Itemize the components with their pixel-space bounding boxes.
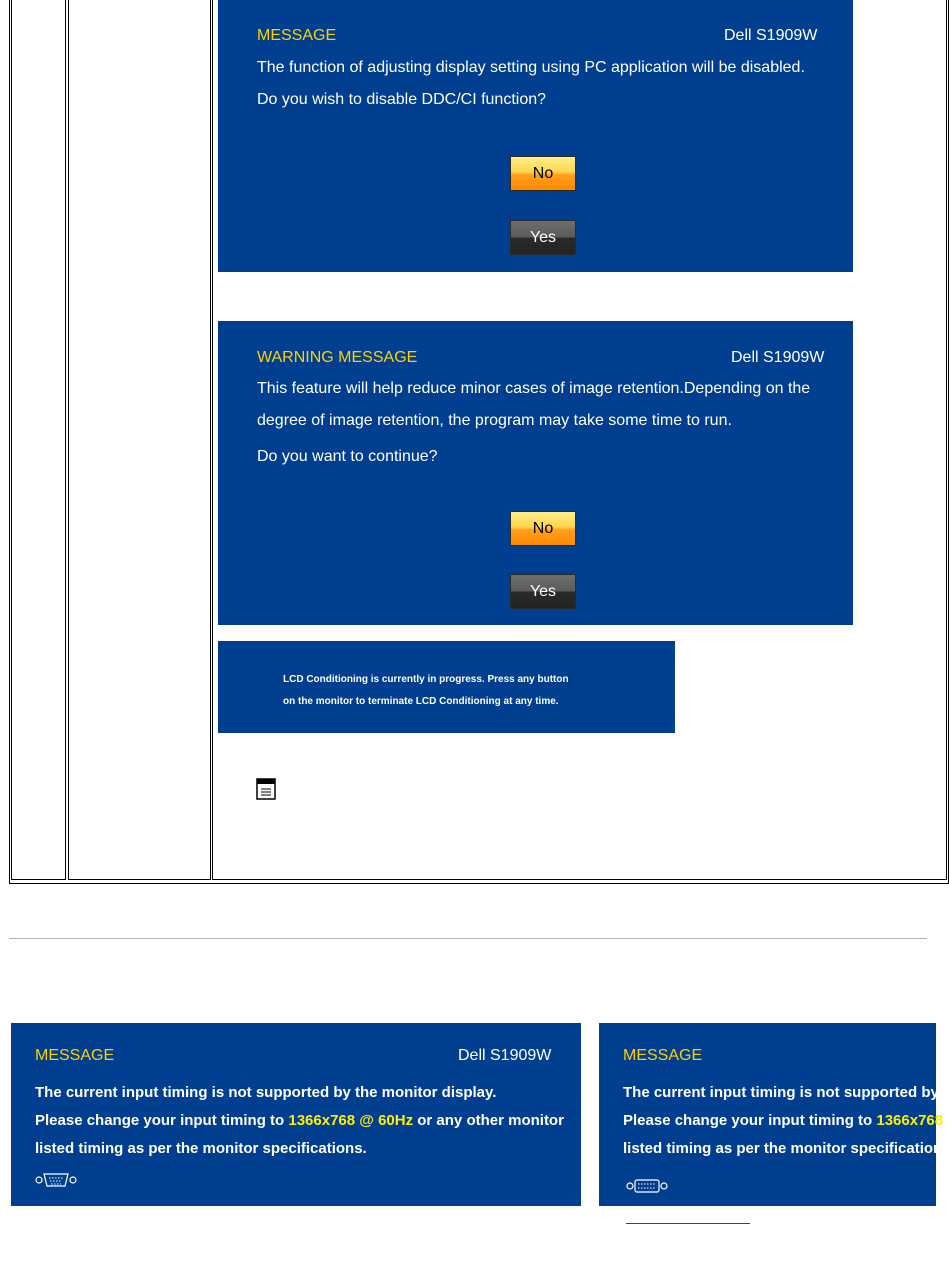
timing-text-line2: Please change your input timing to 1366x768 @ 60Hz or any other monitor: [35, 1112, 564, 1129]
timing-text-line3: listed timing as per the monitor specification: [623, 1140, 943, 1157]
vga-connector-icon: [35, 1172, 77, 1188]
note-icon: [256, 778, 276, 800]
model-label: Dell S1909W: [731, 349, 825, 366]
dialog-text-line2: Do you wish to disable DDC/CI function?: [257, 91, 547, 108]
horizontal-divider: [9, 938, 927, 939]
ddc-dialog: [218, 0, 853, 272]
model-label: Dell S1909W: [458, 1047, 552, 1064]
lcd-conditioning-panel: [218, 641, 675, 733]
timing-highlight: 1366x768: [876, 1112, 944, 1129]
dialog-title: MESSAGE: [257, 27, 337, 44]
conditioning-text-line1: LCD Conditioning is currently in progress. Press any button: [283, 674, 569, 685]
timing-text-line1: The current input timing is not supported by: [623, 1084, 939, 1101]
no-button[interactable]: No: [510, 511, 576, 546]
warning-dialog: [218, 321, 853, 625]
table-cell-col2: [68, 0, 211, 880]
yes-button[interactable]: Yes: [510, 574, 576, 609]
link-underline[interactable]: [626, 1223, 750, 1224]
timing-highlight: 1366x768 @ 60Hz: [288, 1112, 414, 1129]
dialog-title: MESSAGE: [623, 1047, 703, 1064]
no-button[interactable]: No: [510, 156, 576, 191]
timing-message-vga: [11, 1023, 581, 1206]
dialog-title: MESSAGE: [35, 1047, 115, 1064]
dialog-text-line2: degree of image retention, the program may take some time to run.: [257, 412, 732, 429]
timing-text-line2: Please change your input timing to 1366x768: [623, 1112, 944, 1129]
dialog-text-line1: This feature will help reduce minor cases of image retention.Depending on the: [257, 380, 811, 397]
timing-text-line3: listed timing as per the monitor specifications.: [35, 1140, 367, 1157]
table-cell-col1: [11, 0, 66, 880]
timing-text-line1: The current input timing is not supported by the monitor display.: [35, 1084, 497, 1101]
conditioning-text-line2: on the monitor to terminate LCD Conditioning at any time.: [283, 696, 559, 707]
timing-message-dvi: [599, 1023, 944, 1206]
yes-button[interactable]: Yes: [510, 220, 576, 255]
dialog-title: WARNING MESSAGE: [257, 349, 418, 366]
model-label: Dell S1909W: [724, 27, 818, 44]
dialog-text-line3: Do you want to continue?: [257, 448, 438, 465]
dvi-connector-icon: [626, 1178, 668, 1194]
dialog-text-line1: The function of adjusting display setting using PC application will be disabled.: [257, 59, 805, 76]
